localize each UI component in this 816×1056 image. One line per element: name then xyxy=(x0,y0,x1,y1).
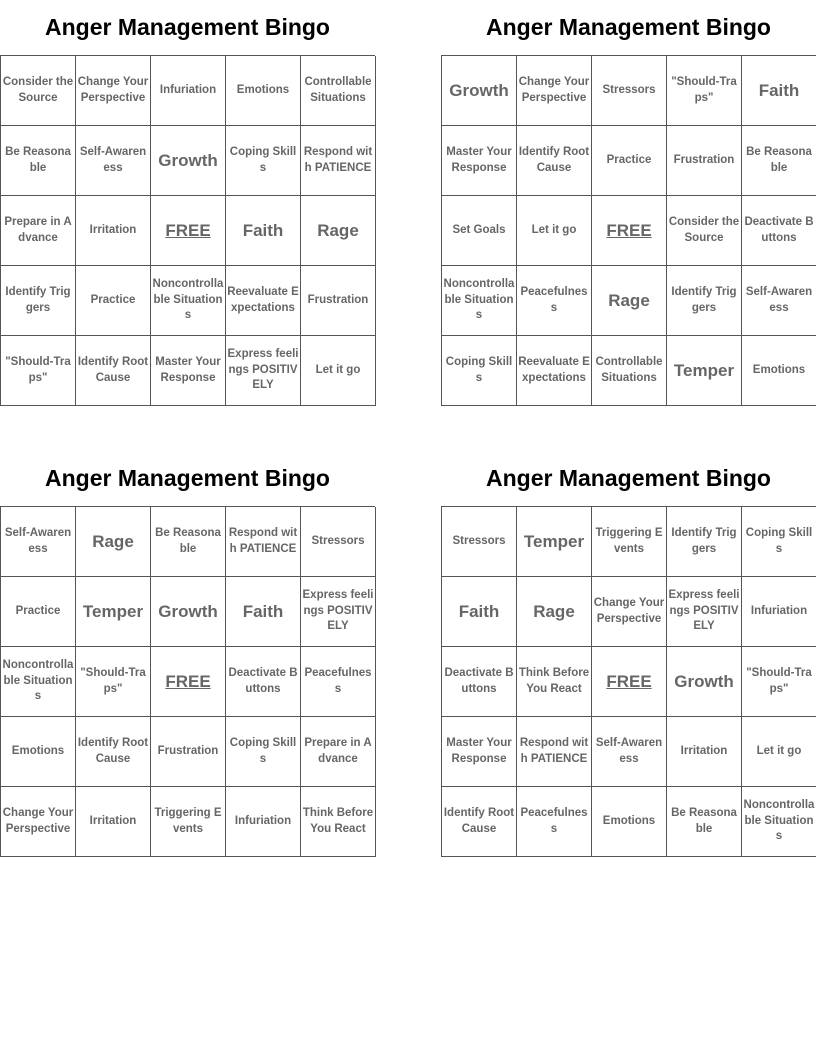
bingo-cell: Peacefulness xyxy=(301,647,376,717)
bingo-cell: Stressors xyxy=(301,507,376,577)
bingo-cell: Rage xyxy=(76,507,151,577)
bingo-cell: Respond with PATIENCE xyxy=(301,126,376,196)
bingo-cell: Triggering Events xyxy=(592,507,667,577)
card-title: Anger Management Bingo xyxy=(45,465,330,491)
bingo-cell: Express feelings POSITIVELY xyxy=(667,577,742,647)
bingo-cell: Master Your Response xyxy=(442,717,517,787)
bingo-cell: Controllable Situations xyxy=(301,56,376,126)
bingo-cell: Stressors xyxy=(442,507,517,577)
bingo-cell: Deactivate Buttons xyxy=(226,647,301,717)
card-title: Anger Management Bingo xyxy=(45,14,330,40)
bingo-cell: Self-Awareness xyxy=(742,266,816,336)
bingo-cell: Frustration xyxy=(301,266,376,336)
bingo-cell: Be Reasonable xyxy=(742,126,816,196)
bingo-cell: Emotions xyxy=(592,787,667,857)
bingo-grid xyxy=(0,55,375,406)
bingo-cell: Controllable Situations xyxy=(592,336,667,406)
bingo-cell: Change Your Perspective xyxy=(1,787,76,857)
bingo-cell: Rage xyxy=(517,577,592,647)
bingo-cell: Peacefulness xyxy=(517,266,592,336)
bingo-cell: Respond with PATIENCE xyxy=(226,507,301,577)
bingo-cell: Faith xyxy=(442,577,517,647)
bingo-cell: Master Your Response xyxy=(442,126,517,196)
free-space-cell: FREE xyxy=(592,196,667,266)
bingo-card-1 xyxy=(0,0,375,406)
bingo-cell: Stressors xyxy=(592,56,667,126)
bingo-cell: "Should-Traps" xyxy=(667,56,742,126)
bingo-cell: Coping Skills xyxy=(226,126,301,196)
bingo-cell: Noncontrollable Situations xyxy=(742,787,816,857)
bingo-cell: Change Your Perspective xyxy=(517,56,592,126)
bingo-cell: Master Your Response xyxy=(151,336,226,406)
bingo-cell: Frustration xyxy=(151,717,226,787)
free-space-cell: FREE xyxy=(151,196,226,266)
bingo-cell: Practice xyxy=(1,577,76,647)
bingo-cell: Practice xyxy=(592,126,667,196)
bingo-cell: Coping Skills xyxy=(226,717,301,787)
bingo-grid xyxy=(441,506,816,857)
bingo-cell: Rage xyxy=(301,196,376,266)
bingo-cell: Change Your Perspective xyxy=(592,577,667,647)
bingo-card-4 xyxy=(441,451,816,857)
bingo-cell: Change Your Perspective xyxy=(76,56,151,126)
bingo-cell: Deactivate Buttons xyxy=(742,196,816,266)
bingo-cell: Think Before You React xyxy=(301,787,376,857)
bingo-cell: Emotions xyxy=(742,336,816,406)
bingo-cell: Identify Triggers xyxy=(1,266,76,336)
bingo-cell: Noncontrollable Situations xyxy=(151,266,226,336)
bingo-cell: Faith xyxy=(226,577,301,647)
bingo-cell: Noncontrollable Situations xyxy=(1,647,76,717)
bingo-cell: Identify Root Cause xyxy=(442,787,517,857)
bingo-cell: Let it go xyxy=(742,717,816,787)
bingo-cell: Infuriation xyxy=(742,577,816,647)
free-space-cell: FREE xyxy=(592,647,667,717)
bingo-cell: Self-Awareness xyxy=(76,126,151,196)
bingo-cell: Practice xyxy=(76,266,151,336)
bingo-cell: Infuriation xyxy=(226,787,301,857)
bingo-cell: Prepare in Advance xyxy=(1,196,76,266)
bingo-grid xyxy=(441,55,816,406)
free-space-cell: FREE xyxy=(151,647,226,717)
bingo-card-3 xyxy=(0,451,375,857)
bingo-cell: Consider the Source xyxy=(667,196,742,266)
bingo-cell: Temper xyxy=(76,577,151,647)
bingo-cell: Identify Triggers xyxy=(667,266,742,336)
bingo-cell: Temper xyxy=(517,507,592,577)
bingo-cell: Let it go xyxy=(301,336,376,406)
bingo-cell: Emotions xyxy=(1,717,76,787)
bingo-card-2 xyxy=(441,0,816,406)
bingo-cell: Think Before You React xyxy=(517,647,592,717)
bingo-cell: Infuriation xyxy=(151,56,226,126)
bingo-cell: Self-Awareness xyxy=(592,717,667,787)
bingo-cell: Growth xyxy=(667,647,742,717)
bingo-cell: Set Goals xyxy=(442,196,517,266)
bingo-cell: Growth xyxy=(442,56,517,126)
bingo-cell: "Should-Traps" xyxy=(742,647,816,717)
bingo-cell: Frustration xyxy=(667,126,742,196)
bingo-cell: Be Reasonable xyxy=(151,507,226,577)
bingo-cell: Be Reasonable xyxy=(667,787,742,857)
bingo-cell: Faith xyxy=(226,196,301,266)
bingo-cell: Rage xyxy=(592,266,667,336)
bingo-cell: Self-Awareness xyxy=(1,507,76,577)
bingo-cell: "Should-Traps" xyxy=(1,336,76,406)
bingo-cell: Consider the Source xyxy=(1,56,76,126)
bingo-cell: Coping Skills xyxy=(742,507,816,577)
bingo-cell: Identify Root Cause xyxy=(517,126,592,196)
bingo-cell: Temper xyxy=(667,336,742,406)
bingo-cell: Faith xyxy=(742,56,816,126)
bingo-cell: Growth xyxy=(151,577,226,647)
bingo-cell: Growth xyxy=(151,126,226,196)
bingo-cell: Irritation xyxy=(76,196,151,266)
bingo-cell: Reevaluate Expectations xyxy=(226,266,301,336)
card-title: Anger Management Bingo xyxy=(486,465,771,491)
bingo-cell: Triggering Events xyxy=(151,787,226,857)
bingo-cell: "Should-Traps" xyxy=(76,647,151,717)
card-title: Anger Management Bingo xyxy=(486,14,771,40)
bingo-cell: Deactivate Buttons xyxy=(442,647,517,717)
bingo-cell: Prepare in Advance xyxy=(301,717,376,787)
bingo-cell: Irritation xyxy=(76,787,151,857)
bingo-cell: Identify Triggers xyxy=(667,507,742,577)
bingo-cell: Let it go xyxy=(517,196,592,266)
bingo-cell: Express feelings POSITIVELY xyxy=(301,577,376,647)
bingo-cell: Be Reasonable xyxy=(1,126,76,196)
bingo-cell: Express feelings POSITIVELY xyxy=(226,336,301,406)
bingo-cell: Identify Root Cause xyxy=(76,717,151,787)
bingo-cell: Identify Root Cause xyxy=(76,336,151,406)
bingo-cell: Noncontrollable Situations xyxy=(442,266,517,336)
bingo-cell: Peacefulness xyxy=(517,787,592,857)
bingo-cell: Reevaluate Expectations xyxy=(517,336,592,406)
bingo-cell: Irritation xyxy=(667,717,742,787)
bingo-cell: Respond with PATIENCE xyxy=(517,717,592,787)
bingo-cell: Emotions xyxy=(226,56,301,126)
bingo-cell: Coping Skills xyxy=(442,336,517,406)
bingo-grid xyxy=(0,506,375,857)
